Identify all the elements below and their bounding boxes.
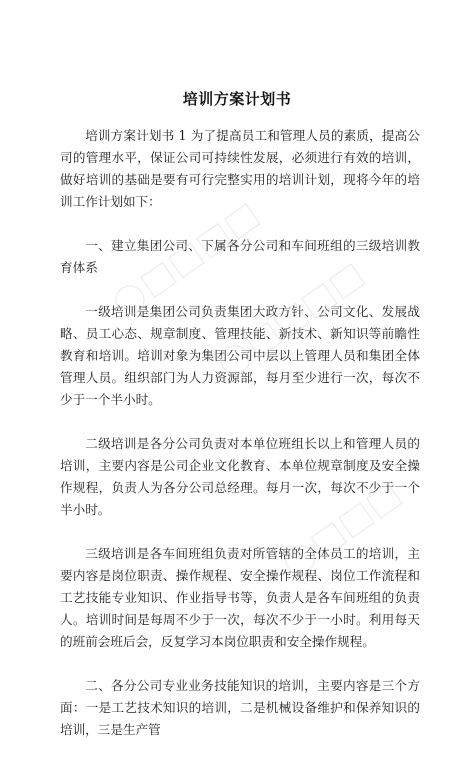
paragraph-section-1-heading: 一、建立集团公司、下属各分公司和车间班组的三级培训教育体系 <box>60 238 420 275</box>
paragraph-section-2: 二、各分公司专业业务技能知识的培训，主要内容是三个方面：一是工艺技术知识的培训，二是机械设备维护和保养知识的培训，三是生产管 <box>60 678 420 737</box>
paragraph-level-1-training: 一级培训是集团公司负责集团大政方针、公司文化、发展战略、员工心态、规章制度、管理技能、新技术、新知识等前瞻性教育和培训。培训对象为集团公司中层以上管理人员和集团全体管理人员。组织部门为人力资源部，每月至少进行一次，每次不少于一个半小时。 <box>60 304 420 407</box>
document-title: 培训方案计划书 <box>182 90 292 108</box>
paragraph-level-3-training: 三级培训是各车间班组负责对所管辖的全体员工的培训，主要内容是岗位职责、操作规程、安全操作规程、岗位工作流程和工艺技能专业知识、作业指导书等，负责人是各车间班组的负责人。培训时间是每周不少于一次，每次不少于一小时。利用每天的班前会班后会，反复学习本岗位职责和安全操作规程。 <box>60 546 420 649</box>
paragraph-level-2-training: 二级培训是各分公司负责对本单位班组长以上和管理人员的培训，主要内容是公司企业文化教育、本单位规章制度及安全操作规程，负责人为各分公司总经理。每月一次，每次不少于一个半小时。 <box>60 436 420 517</box>
document-body <box>60 125 420 763</box>
paragraph-intro: 培训方案计划书 1 为了提高员工和管理人员的素质，提高公司的管理水平，保证公司可持续性发展，必须进行有效的培训，做好培训的基础是要有可行完整实用的培训计划，现将今年的培训工作计划如下： <box>60 128 420 209</box>
